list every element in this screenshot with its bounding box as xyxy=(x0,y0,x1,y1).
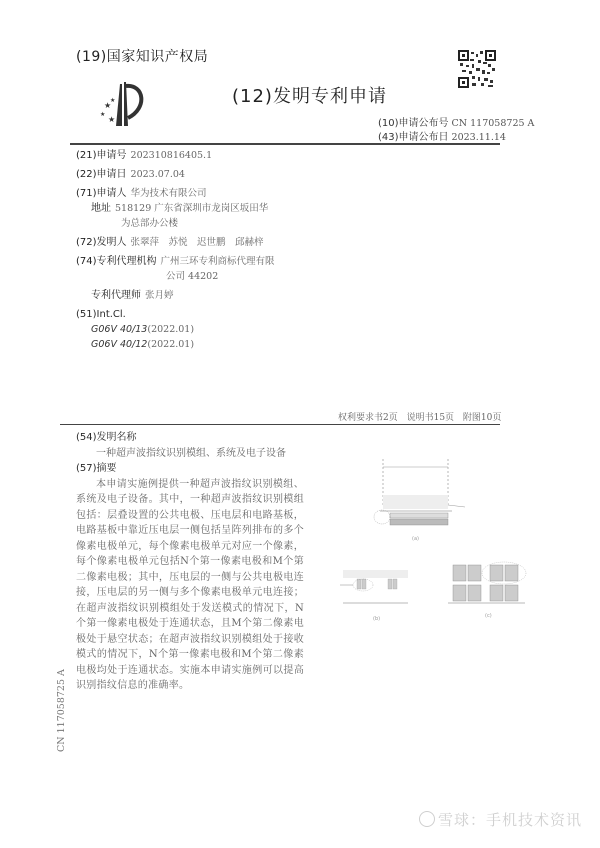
publication-number-label: (10)申请公布号 xyxy=(378,118,449,129)
panel-b-label: (b) xyxy=(373,616,381,622)
publication-date-value: 2023.11.14 xyxy=(451,132,506,143)
header-divider xyxy=(70,143,500,145)
cnipa-logo-icon xyxy=(98,78,154,128)
svg-text:★: ★ xyxy=(100,111,106,118)
svg-text:★: ★ xyxy=(108,115,116,124)
invention-title-label: (54)发明名称 xyxy=(76,432,137,443)
int-cl-label: (51)Int.Cl. xyxy=(76,309,126,320)
filing-date: (22)申请日 2023.07.04 xyxy=(76,169,185,180)
qr-code-icon xyxy=(458,50,496,88)
address: 地址 518129 广东省深圳市龙岗区坂田华 xyxy=(91,203,269,214)
document-type: (12)发明专利申请 xyxy=(232,86,387,107)
patent-agency: (74)专利代理机构 广州三环专利商标代理有限 xyxy=(76,256,275,267)
xueqiu-watermark xyxy=(419,809,582,830)
abstract-figure xyxy=(340,455,530,625)
page-counts: 权利要求书2页 说明书15页 附图10页 xyxy=(338,413,502,423)
svg-text:★: ★ xyxy=(104,101,112,110)
panel-a-label: (a) xyxy=(412,536,419,542)
page-count-divider xyxy=(60,424,500,425)
issuing-office: (19)国家知识产权局 xyxy=(76,49,209,65)
abstract-text: 本申请实施例提供一种超声波指纹识别模组、系统及电子设备。其中，一种超声波指纹识别模组包括：层叠设置的公共电极、压电层和电路基板，电路基板中靠近压电层一侧包括呈阵列排布的多个像素电极单元，每个像素电极单元对应一个像素，每个像素电极单元包括N个第一像素电极和M个第二像素电极；其中，压电层的一侧与公共电极电连接，压电层的另一侧与多个像素电极单元电连接；在超声波指纹识别模组处于发送模式的情况下，N个第一像素电极处于连通状态，且M个第二像素电极处于悬空状态；在超声波指纹识别模组处于接收模式的情况下，N个第一像素电极和M个第二像素电极均处于连通状态。实施本申请实施例可以提高识别指纹信息的准确率。 xyxy=(76,478,304,691)
ipc-code: G06V 40/13(2022.01) xyxy=(91,324,195,335)
bibliographic-data xyxy=(76,148,336,352)
svg-text:★: ★ xyxy=(110,97,116,104)
watermark-text: 雪球：手机技术资讯 xyxy=(437,811,582,829)
application-number: (21)申请号 202310816405.1 xyxy=(76,150,213,161)
abstract-label: (57)摘要 xyxy=(76,463,117,474)
publication-date-label: (43)申请公布日 xyxy=(378,132,449,143)
xueqiu-logo-icon xyxy=(419,811,435,827)
abstract-section xyxy=(76,430,304,694)
applicant: (71)申请人 华为技术有限公司 xyxy=(76,188,207,199)
address-continued: 为总部办公楼 xyxy=(121,218,179,229)
publication-number-value: CN 117058725 A xyxy=(451,118,535,129)
side-publication-code: CN 117058725 A xyxy=(56,669,67,752)
invention-title: 一种超声波指纹识别模组、系统及电子设备 xyxy=(96,447,286,459)
ipc-code: G06V 40/12(2022.01) xyxy=(91,339,195,350)
patent-agency-continued: 公司 44202 xyxy=(166,271,219,282)
inventors: (72)发明人 张翠萍 苏悦 迟世鹏 邱赫梓 xyxy=(76,237,264,248)
panel-c-label: (c) xyxy=(485,613,492,619)
publication-number xyxy=(378,114,534,129)
publication-date xyxy=(378,128,506,143)
patent-agent: 专利代理师 张月婷 xyxy=(91,290,174,301)
